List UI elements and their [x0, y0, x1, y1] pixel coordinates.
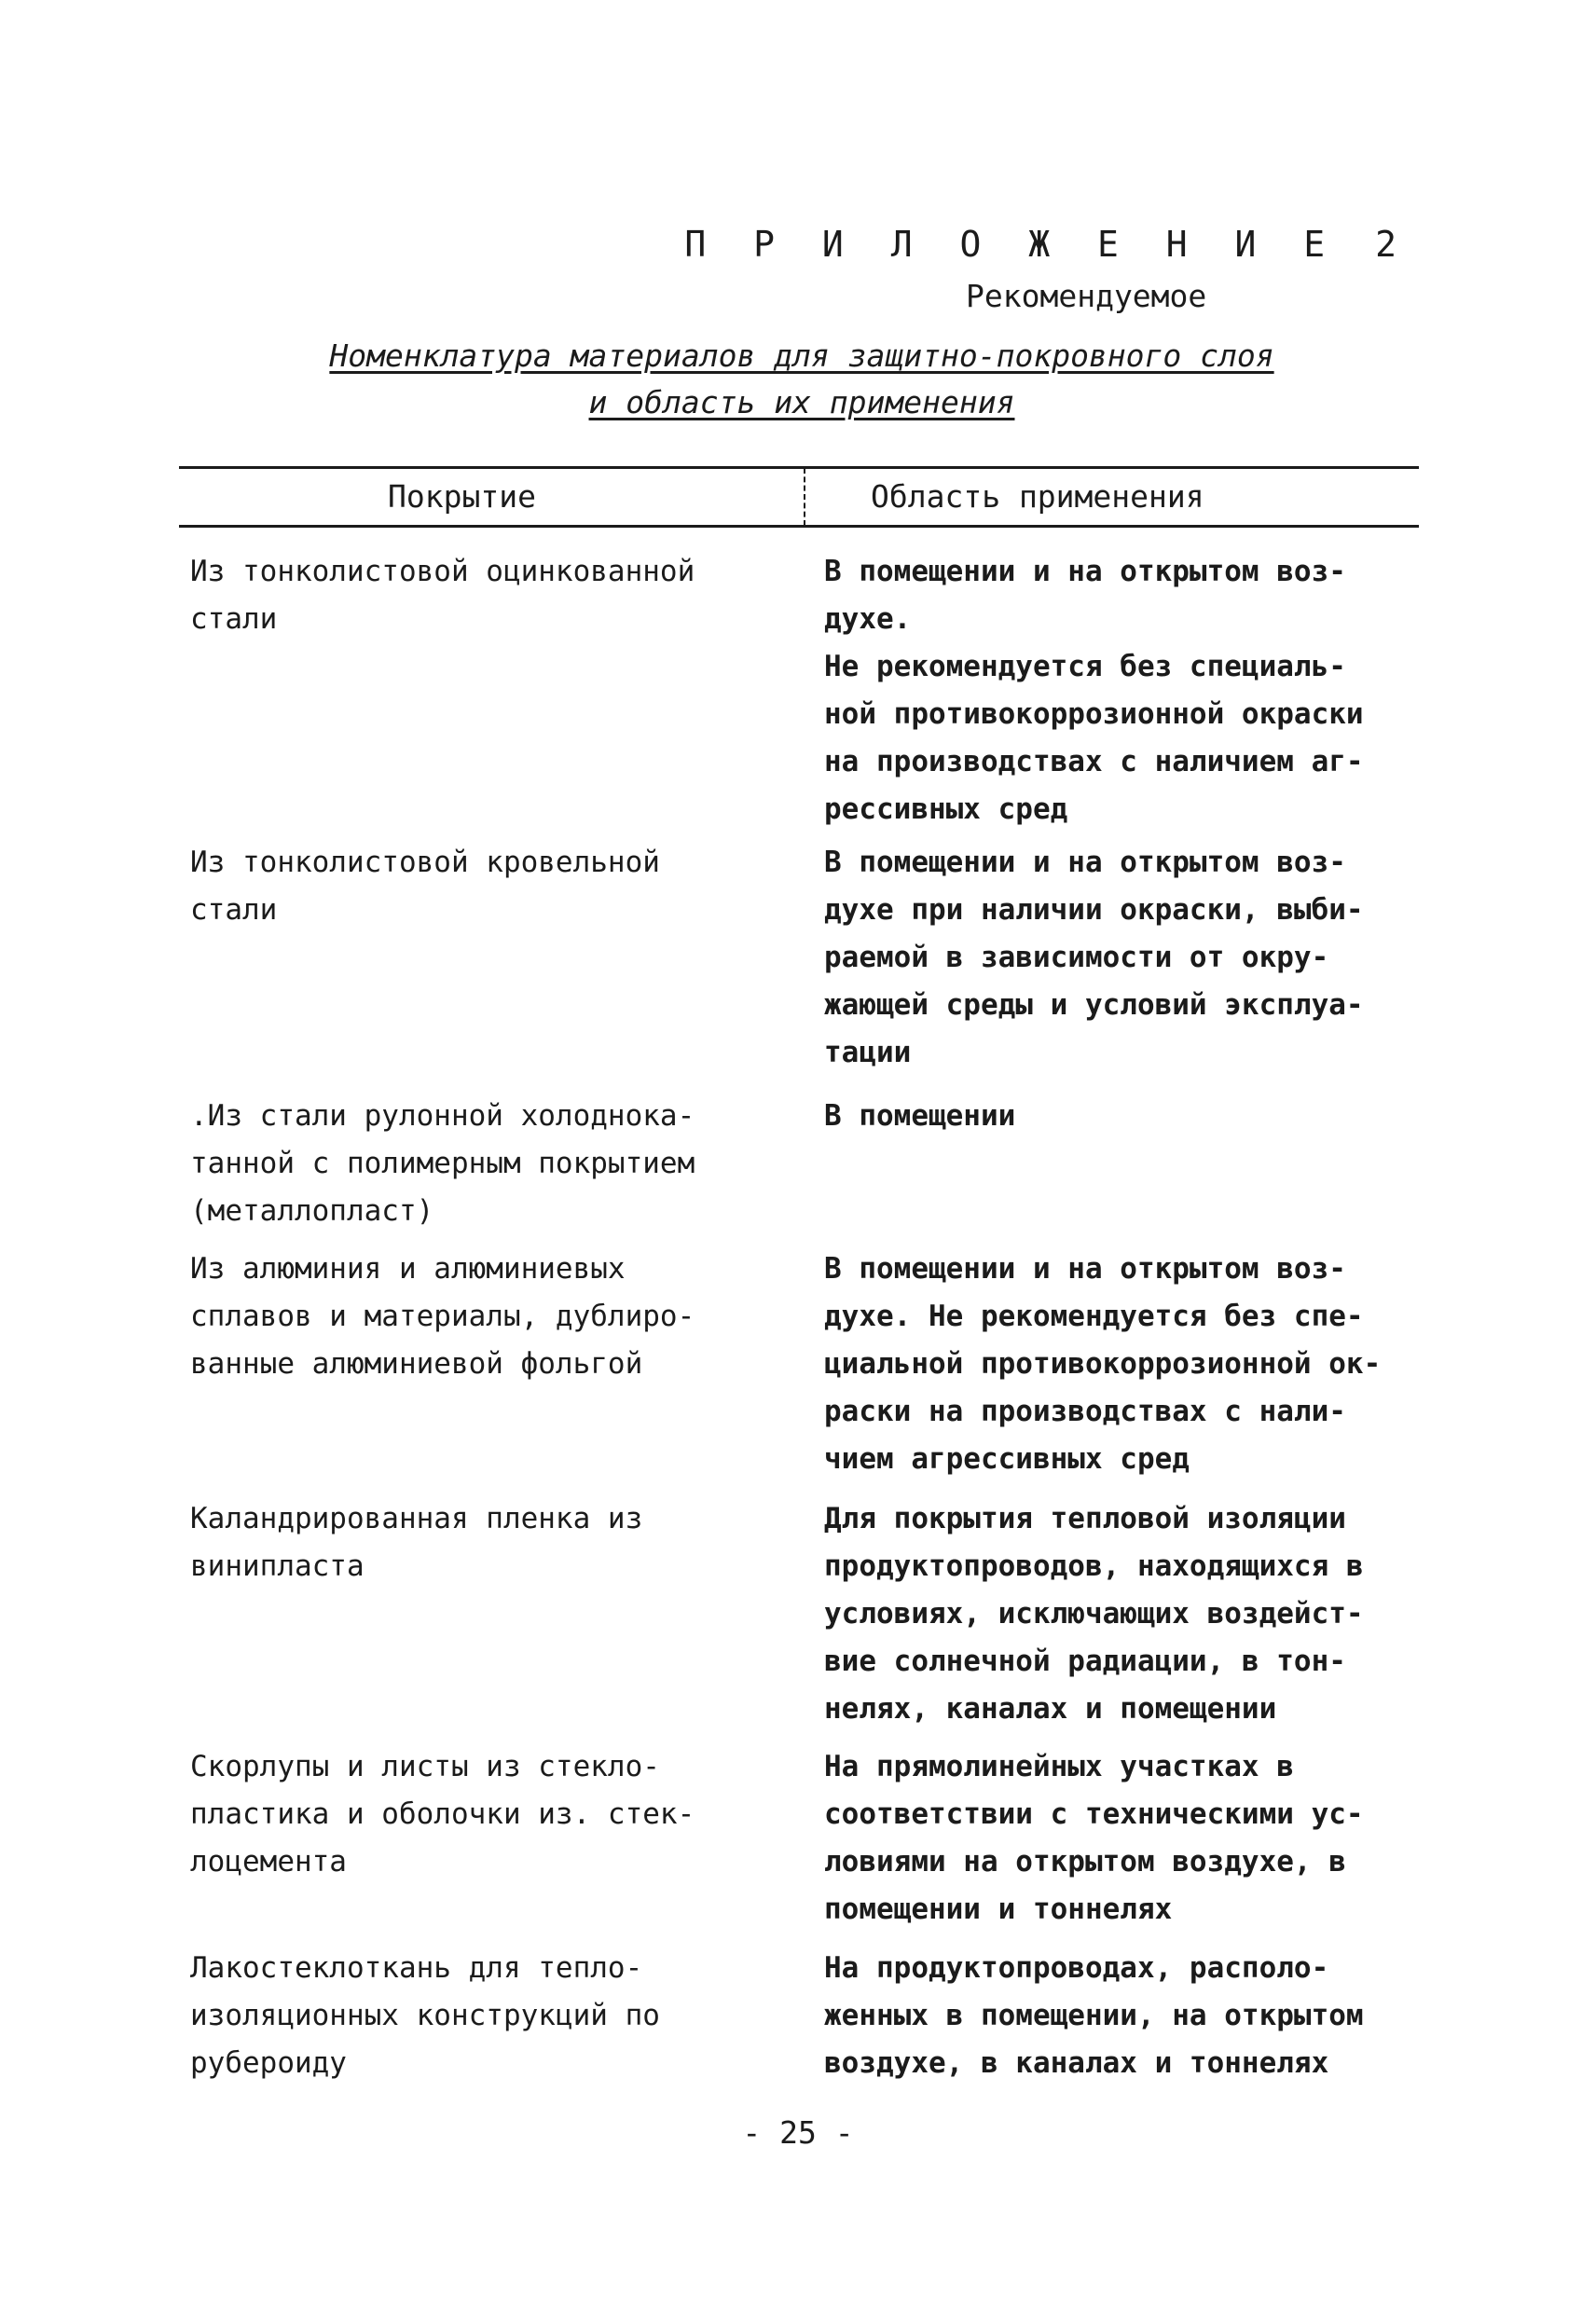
cover-cell: Лакостеклоткань для тепло- изоляционных конструкций по рубероиду — [190, 1951, 660, 2080]
area-cell: В помещении — [824, 1099, 1016, 1133]
cover-cell: Скорлупы и листы из стекло- пластика и оболочки из. стек- лоцемента — [190, 1750, 695, 1878]
appendix-heading — [684, 224, 1410, 265]
table-row — [0, 839, 1596, 1093]
table-row — [0, 1245, 1596, 1495]
table-caption-line-1: Номенклатура материалов для защитно-покровного слоя — [329, 337, 1274, 374]
area-cell: В помещении и на открытом воз- духе. Не рекомендуется без специаль- ной противокоррозионной окраски на производствах с наличием аг- рессивных сред — [824, 555, 1364, 826]
cover-cell: Каландрированная пленка из винипласта — [190, 1502, 643, 1583]
page-number: - 25 - — [742, 2114, 854, 2151]
table-top-rule — [179, 466, 1419, 469]
area-cell: На прямолинейных участках в соответствии с техническими ус- ловиями на открытом воздухе, в помещении и тоннелях — [824, 1750, 1364, 1926]
area-cell: В помещении и на открытом воз- духе. Не рекомендуется без спе- циальной противокоррозионной ок- раски на производствах с нали- чием агрессивных сред — [824, 1252, 1382, 1476]
appendix-status: Рекомендуемое — [966, 278, 1207, 314]
table-row — [0, 1743, 1596, 1945]
cover-cell: Из тонколистовой оцинкованной стали — [190, 555, 695, 636]
area-cell: В помещении и на открытом воз- духе при наличии окраски, выби- раемой в зависимости от окру- жающей среды и условий эксплуа- тации — [824, 846, 1364, 1069]
table-body — [0, 548, 1596, 2103]
table-row — [0, 1093, 1596, 1245]
appendix-label: П Р И Л О Ж Е Н И Е — [684, 224, 1339, 265]
table-row — [0, 1945, 1596, 2103]
table-caption-line-2: и область их применения — [588, 384, 1015, 420]
table-row — [0, 548, 1596, 839]
column-header-cover: Покрытие — [388, 478, 536, 515]
table-row — [0, 1495, 1596, 1743]
header-column-separator — [804, 468, 805, 526]
column-header-area: Область применения — [871, 478, 1204, 515]
header-bottom-rule — [179, 525, 1419, 528]
appendix-number: 2 — [1375, 224, 1410, 265]
cover-cell: .Из стали рулонной холоднока- танной с полимерным покрытием (металлопласт) — [190, 1099, 695, 1228]
cover-cell: Из тонколистовой кровельной стали — [190, 846, 660, 927]
area-cell: Для покрытия тепловой изоляции продуктопроводов, находящихся в условиях, исключающих воздейст- вие солнечной радиации, в тон- нелях, каналах и помещении — [824, 1502, 1364, 1726]
cover-cell: Из алюминия и алюминиевых сплавов и материалы, дублиро- ванные алюминиевой фольгой — [190, 1252, 695, 1381]
area-cell: На продуктопроводах, располо- женных в помещении, на открытом воздухе, в каналах и тоннелях — [824, 1951, 1364, 2080]
